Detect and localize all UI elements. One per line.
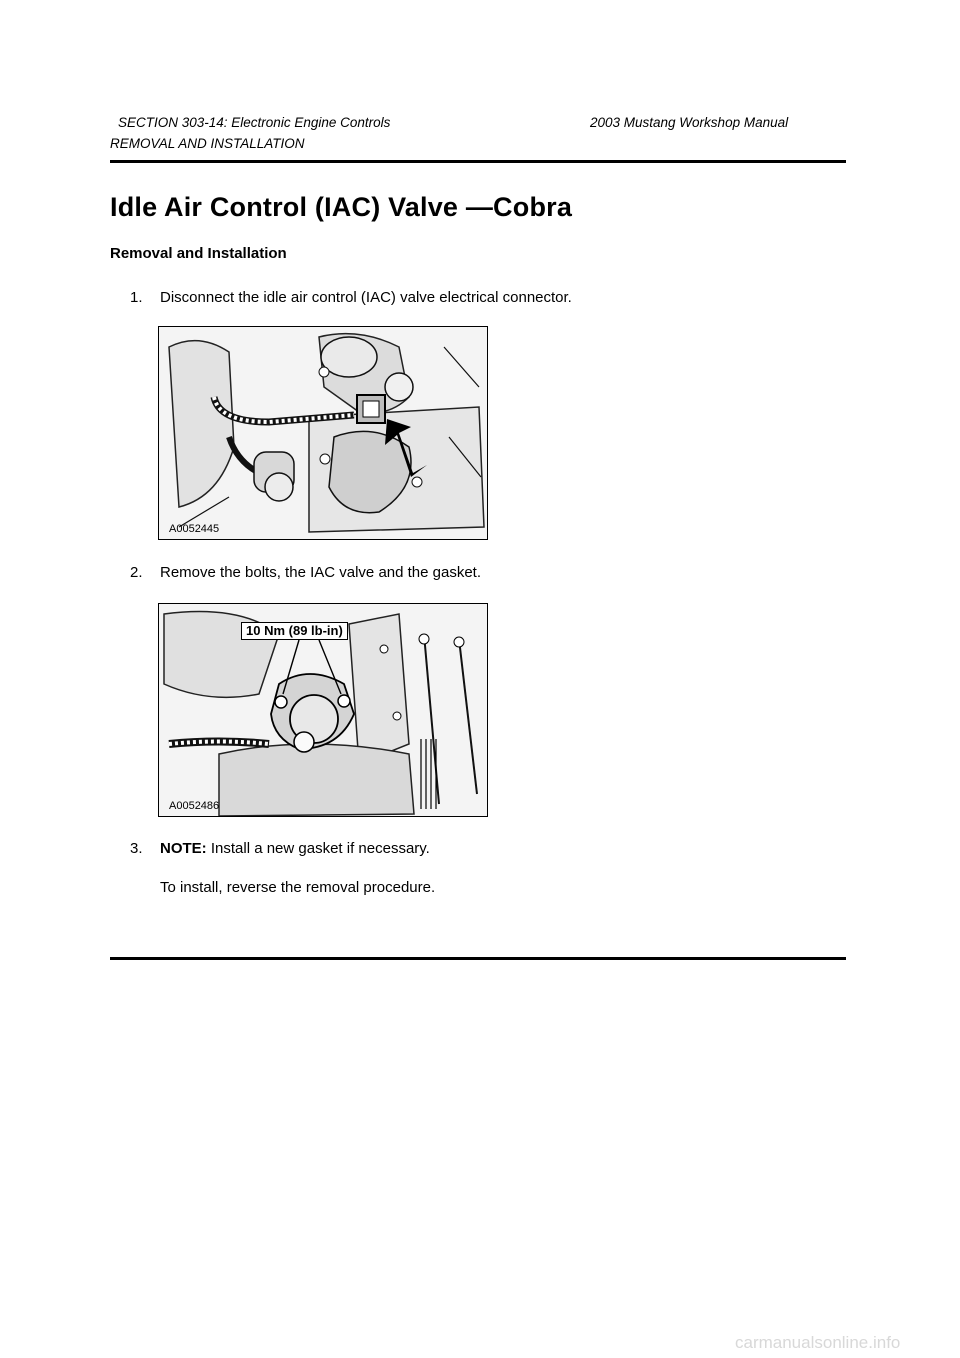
step-1-text: Disconnect the idle air control (IAC) valve electrical connector. xyxy=(160,289,572,306)
step-1-number: 1. xyxy=(130,289,143,306)
torque-callout: 10 Nm (89 lb-in) xyxy=(241,622,348,640)
engine-illustration-1 xyxy=(159,327,487,539)
step-3-note xyxy=(160,840,430,857)
step-2-number: 2. xyxy=(130,564,143,581)
header-manual-title: 2003 Mustang Workshop Manual xyxy=(590,115,789,130)
page-title: Idle Air Control (IAC) Valve —Cobra xyxy=(110,192,573,222)
figure-2-id: A0052486 xyxy=(169,800,220,812)
header-section: SECTION 303-14: Electronic Engine Controls xyxy=(118,115,391,130)
note-text: Install a new gasket if necessary. xyxy=(206,840,430,857)
step-3-text: To install, reverse the removal procedure. xyxy=(160,879,436,896)
step-2-text: Remove the bolts, the IAC valve and the gasket. xyxy=(160,564,482,581)
watermark: carmanualsonline.info xyxy=(735,1333,901,1352)
note-label: NOTE: xyxy=(160,840,207,857)
header-divider xyxy=(110,160,846,163)
figure-1-id: A0052445 xyxy=(169,523,220,535)
procedure-subtitle: Removal and Installation xyxy=(110,245,287,262)
figure-iac-connector xyxy=(158,326,488,540)
figure-iac-bolts xyxy=(158,603,488,817)
footer-divider xyxy=(110,957,846,960)
step-3-number: 3. xyxy=(130,840,143,857)
header-subsection: REMOVAL AND INSTALLATION xyxy=(110,136,305,151)
